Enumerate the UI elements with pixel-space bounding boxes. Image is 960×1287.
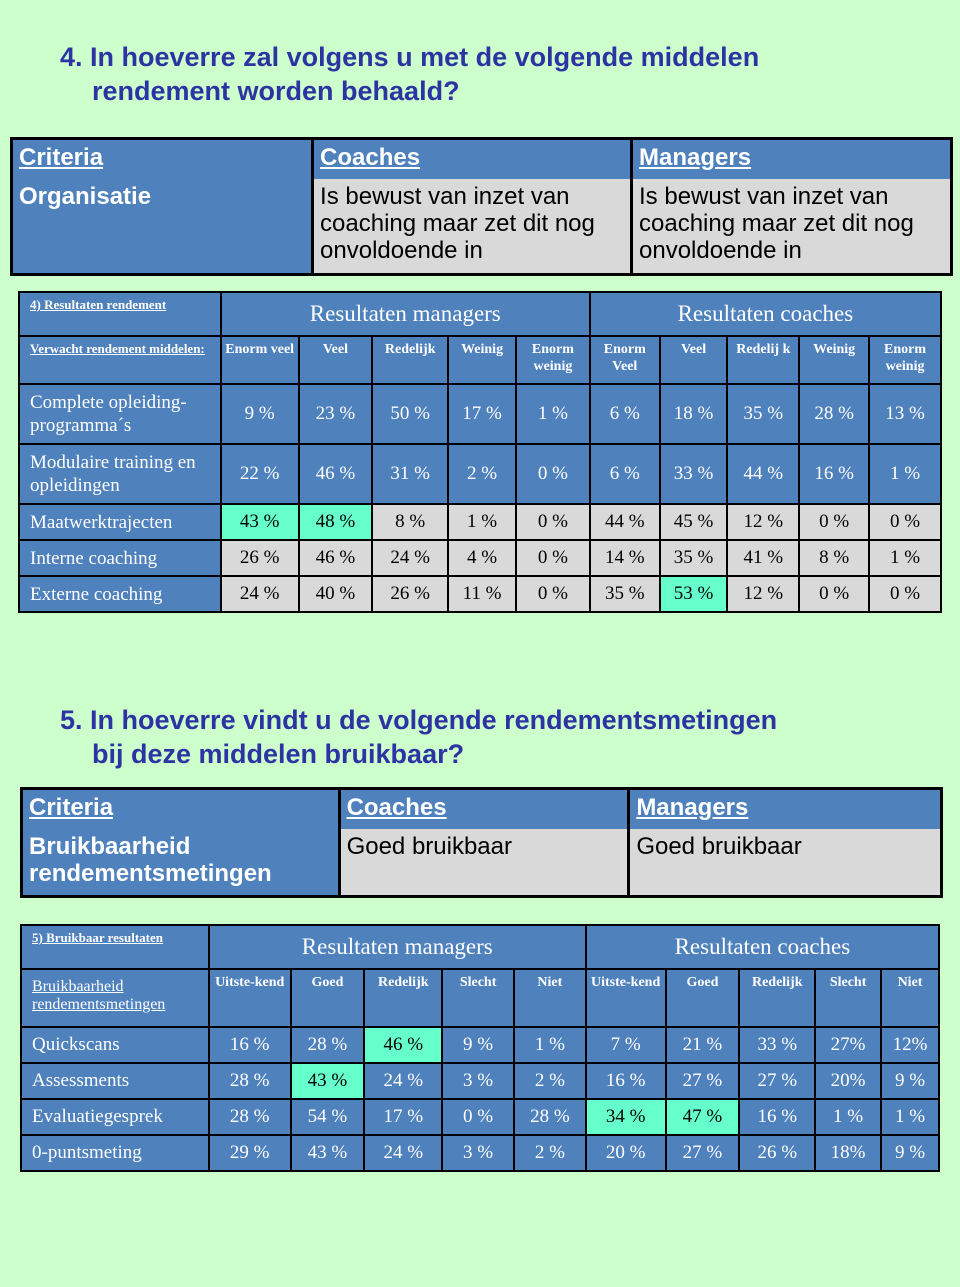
q4-col-header: Enorm Veel	[590, 336, 660, 384]
table-cell: 46 %	[364, 1027, 442, 1063]
q4-criteria-table	[10, 137, 953, 276]
table-cell: 33 %	[739, 1027, 815, 1063]
table-cell: 24 %	[372, 540, 448, 576]
table-cell: 33 %	[660, 444, 728, 504]
table-cell: 41 %	[727, 540, 799, 576]
table-cell: 1 %	[514, 1027, 586, 1063]
table-cell: 7 %	[586, 1027, 666, 1063]
table-cell: 46 %	[299, 540, 373, 576]
table-cell: 2 %	[514, 1135, 586, 1171]
table-cell: 17 %	[364, 1099, 442, 1135]
q5-heading-line1: 5. In hoeverre vindt u de volgende rendementsmetingen	[60, 705, 778, 735]
table-cell: 0 %	[869, 504, 941, 540]
q4-col-header: Veel	[660, 336, 728, 384]
q4-managers-text: Is bewust van inzet van coaching maar zet dit nog onvoldoende in	[632, 179, 952, 275]
table-cell: 35 %	[660, 540, 728, 576]
table-row	[19, 576, 941, 612]
table-cell: 53 %	[660, 576, 728, 612]
table-cell: 9 %	[221, 384, 299, 444]
table-cell: 26 %	[372, 576, 448, 612]
table-cell: 8 %	[799, 540, 869, 576]
q4-row-header: Verwacht rendement middelen:	[19, 336, 221, 384]
table-row	[21, 1135, 939, 1171]
q5-col-header: Redelijk	[739, 969, 815, 1027]
table-cell: 26 %	[739, 1135, 815, 1171]
q5-col-header: Goed	[666, 969, 740, 1027]
table-cell: 16 %	[209, 1027, 291, 1063]
q5-col-header: Goed	[291, 969, 365, 1027]
row-label-externe-coaching: Externe coaching	[19, 576, 221, 612]
q5-criteria-table	[20, 787, 943, 898]
table-cell: 47 %	[666, 1099, 740, 1135]
q4-col-header: Redelijk	[372, 336, 448, 384]
table-row	[19, 540, 941, 576]
table-cell: 17 %	[448, 384, 516, 444]
q4-col-header: Weinig	[799, 336, 869, 384]
table-cell: 0 %	[516, 444, 590, 504]
table-cell: 3 %	[442, 1135, 514, 1171]
table-cell: 31 %	[372, 444, 448, 504]
table-cell: 45 %	[660, 504, 728, 540]
table-cell: 28 %	[799, 384, 869, 444]
table-cell: 26 %	[221, 540, 299, 576]
table-cell: 2 %	[448, 444, 516, 504]
table-cell: 0 %	[516, 504, 590, 540]
table-cell: 6 %	[590, 444, 660, 504]
q5-row-header: Bruikbaarheid rendementsmetingen	[21, 969, 209, 1027]
table-cell: 21 %	[666, 1027, 740, 1063]
row-label-modulaire-training-en-opleidingen: Modulaire training en opleidingen	[19, 444, 221, 504]
q4-coaches-header: Coaches	[313, 139, 632, 179]
table-cell: 4 %	[448, 540, 516, 576]
q4-col-header: Enorm veel	[221, 336, 299, 384]
table-cell: 6 %	[590, 384, 660, 444]
row-label-assessments: Assessments	[21, 1063, 209, 1099]
table-cell: 34 %	[586, 1099, 666, 1135]
row-label-0-puntsmeting: 0-puntsmeting	[21, 1135, 209, 1171]
table-cell: 28 %	[209, 1099, 291, 1135]
table-cell: 43 %	[291, 1135, 365, 1171]
q4-managers-header: Managers	[632, 139, 952, 179]
table-cell: 3 %	[442, 1063, 514, 1099]
table-cell: 18 %	[660, 384, 728, 444]
table-cell: 1 %	[448, 504, 516, 540]
q5-row-label: Bruikbaarheid rendementsmetingen	[22, 829, 340, 897]
table-cell: 0 %	[799, 576, 869, 612]
q5-col-header: Uitste-kend	[586, 969, 666, 1027]
q4-col-header: Weinig	[448, 336, 516, 384]
table-cell: 1 %	[869, 444, 941, 504]
table-cell: 44 %	[590, 504, 660, 540]
table-cell: 44 %	[727, 444, 799, 504]
table-cell: 1 %	[815, 1099, 881, 1135]
row-label-interne-coaching: Interne coaching	[19, 540, 221, 576]
table-cell: 20%	[815, 1063, 881, 1099]
q5-managers-text: Goed bruikbaar	[629, 829, 942, 897]
table-cell: 9 %	[881, 1135, 939, 1171]
table-cell: 28 %	[291, 1027, 365, 1063]
table-cell: 43 %	[291, 1063, 365, 1099]
table-row	[21, 1063, 939, 1099]
q5-col-header: Slecht	[815, 969, 881, 1027]
table-cell: 12%	[881, 1027, 939, 1063]
q5-col-header: Uitste-kend	[209, 969, 291, 1027]
table-row	[21, 1099, 939, 1135]
q4-heading-line1: 4. In hoeverre zal volgens u met de volgende middelen	[60, 42, 760, 72]
table-cell: 18%	[815, 1135, 881, 1171]
q5-results-table	[20, 924, 940, 1172]
q5-corner-label: 5) Bruikbaar resultaten	[21, 925, 209, 969]
table-cell: 16 %	[739, 1099, 815, 1135]
table-cell: 16 %	[586, 1063, 666, 1099]
table-cell: 40 %	[299, 576, 373, 612]
table-cell: 27 %	[666, 1063, 740, 1099]
table-cell: 0 %	[516, 540, 590, 576]
table-cell: 29 %	[209, 1135, 291, 1171]
q5-criteria-header: Criteria	[22, 789, 340, 829]
q5-heading-line2: bij deze middelen bruikbaar?	[92, 739, 465, 769]
q4-results-table	[18, 291, 942, 613]
table-cell: 35 %	[727, 384, 799, 444]
q4-corner-label: 4) Resultaten rendement	[19, 292, 221, 336]
table-cell: 54 %	[291, 1099, 365, 1135]
table-cell: 24 %	[221, 576, 299, 612]
row-label-maatwerktrajecten: Maatwerktrajecten	[19, 504, 221, 540]
q4-col-header: Redelij k	[727, 336, 799, 384]
q4-col-header: Veel	[299, 336, 373, 384]
row-label-evaluatiegesprek: Evaluatiegesprek	[21, 1099, 209, 1135]
q5-col-header: Niet	[514, 969, 586, 1027]
table-row	[19, 444, 941, 504]
table-cell: 13 %	[869, 384, 941, 444]
table-row	[21, 1027, 939, 1063]
q5-managers-group: Resultaten managers	[209, 925, 586, 969]
row-label-complete-opleiding-programma-s: Complete opleiding-programma´s	[19, 384, 221, 444]
table-cell: 0 %	[869, 576, 941, 612]
table-cell: 20 %	[586, 1135, 666, 1171]
table-cell: 23 %	[299, 384, 373, 444]
table-row	[19, 384, 941, 444]
table-cell: 11 %	[448, 576, 516, 612]
q5-heading	[60, 703, 777, 771]
table-cell: 16 %	[799, 444, 869, 504]
table-cell: 2 %	[514, 1063, 586, 1099]
table-cell: 9 %	[442, 1027, 514, 1063]
q4-coaches-text: Is bewust van inzet van coaching maar zet dit nog onvoldoende in	[313, 179, 632, 275]
table-cell: 0 %	[516, 576, 590, 612]
q5-col-header: Redelijk	[364, 969, 442, 1027]
table-cell: 43 %	[221, 504, 299, 540]
table-row	[19, 504, 941, 540]
table-cell: 28 %	[209, 1063, 291, 1099]
q4-row-label: Organisatie	[12, 179, 313, 275]
table-cell: 14 %	[590, 540, 660, 576]
table-cell: 1 %	[516, 384, 590, 444]
q5-managers-header: Managers	[629, 789, 942, 829]
q4-criteria-header: Criteria	[12, 139, 313, 179]
q4-heading	[60, 40, 759, 108]
q5-col-header: Niet	[881, 969, 939, 1027]
q4-managers-group: Resultaten managers	[221, 292, 590, 336]
q5-coaches-group: Resultaten coaches	[586, 925, 939, 969]
q4-coaches-group: Resultaten coaches	[590, 292, 941, 336]
q5-col-header: Slecht	[442, 969, 514, 1027]
table-cell: 28 %	[514, 1099, 586, 1135]
q4-col-header: Enorm weinig	[516, 336, 590, 384]
table-cell: 12 %	[727, 576, 799, 612]
table-cell: 48 %	[299, 504, 373, 540]
table-cell: 27 %	[666, 1135, 740, 1171]
table-cell: 24 %	[364, 1135, 442, 1171]
q4-col-header: Enorm weinig	[869, 336, 941, 384]
table-cell: 1 %	[869, 540, 941, 576]
q4-heading-line2: rendement worden behaald?	[92, 76, 460, 106]
table-cell: 24 %	[364, 1063, 442, 1099]
table-cell: 8 %	[372, 504, 448, 540]
table-cell: 1 %	[881, 1099, 939, 1135]
table-cell: 0 %	[442, 1099, 514, 1135]
q5-coaches-text: Goed bruikbaar	[339, 829, 629, 897]
table-cell: 27 %	[739, 1063, 815, 1099]
table-cell: 46 %	[299, 444, 373, 504]
row-label-quickscans: Quickscans	[21, 1027, 209, 1063]
table-cell: 35 %	[590, 576, 660, 612]
q5-coaches-header: Coaches	[339, 789, 629, 829]
table-cell: 0 %	[799, 504, 869, 540]
table-cell: 22 %	[221, 444, 299, 504]
table-cell: 12 %	[727, 504, 799, 540]
table-cell: 50 %	[372, 384, 448, 444]
table-cell: 9 %	[881, 1063, 939, 1099]
table-cell: 27%	[815, 1027, 881, 1063]
